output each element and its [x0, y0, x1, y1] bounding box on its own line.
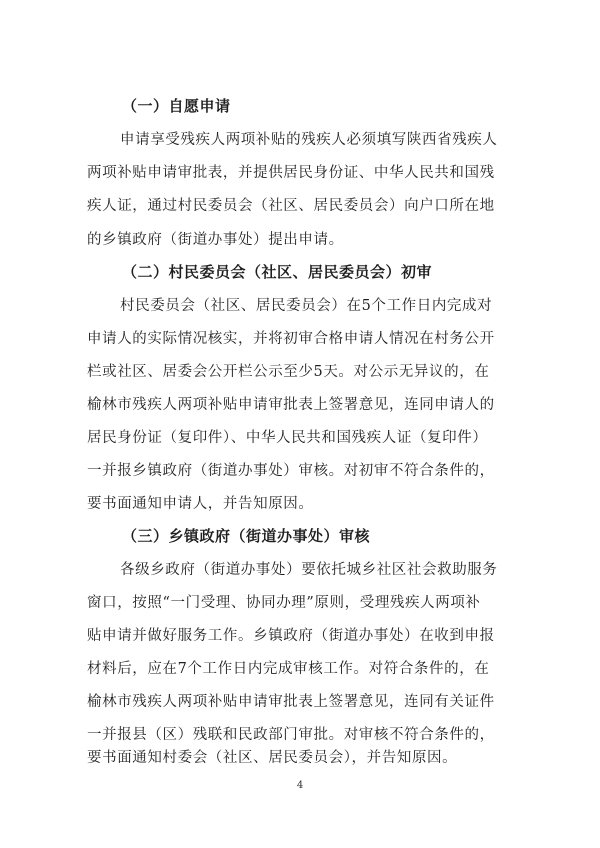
section-1-line-1: 申请享受残疾人两项补贴的残疾人必须填写陕西省残疾人: [120, 132, 498, 148]
section-3-line-3: 贴申请并做好服务工作。乡镇政府（街道办事处）在收到申报: [87, 628, 495, 644]
section-1-line-4: 的乡镇政府（街道办事处）提出申请。: [87, 232, 344, 248]
section-2-line-5: 居民身份证（复印件）、中华人民共和国残疾人证（复印件）: [87, 430, 488, 446]
section-2-line-1: 村民委员会（社区、居民委员会）在5个工作日内完成对: [120, 298, 493, 314]
section-2-line-4: 榆林市残疾人两项补贴申请审批表上签署意见，连同申请人的: [87, 397, 495, 413]
section-1-line-3: 疾人证，通过村民委员会（社区、居民委员会）向户口所在地: [87, 198, 495, 214]
section-3-line-6: 一并报县（区）残联和民政部门审批。对审核不符合条件的，: [87, 727, 495, 743]
section-3-line-4: 材料后，应在7个工作日内完成审核工作。对符合条件的，在: [87, 661, 490, 677]
section-3-line-1: 各级乡政府（街道办事处）要依托城乡社区社会救助服务: [120, 562, 498, 578]
section-2-heading: （二）村民委员会（社区、居民委员会）初审: [122, 263, 433, 281]
section-2-line-7: 要书面通知申请人，并告知原因。: [87, 496, 314, 512]
section-3-line-5: 榆林市残疾人两项补贴申请审批表上签署意见，连同有关证件: [87, 694, 495, 710]
section-2-line-2: 申请人的实际情况核实，并将初审合格申请人情况在村务公开: [87, 331, 495, 347]
section-2-line-6: 一并报乡镇政府（街道办事处）审核。对初审不符合条件的，: [87, 463, 495, 479]
section-3-line-2: 窗口，按照“一门受理、协同办理”原则，受理残疾人两项补: [87, 595, 481, 611]
page-number: 4: [296, 780, 304, 791]
section-3-line-7: 要书面通知村委会（社区、居民委员会），并告知原因。: [87, 750, 458, 766]
section-1-line-2: 两项补贴申请审批表，并提供居民身份证、中华人民共和国残: [87, 165, 495, 181]
section-1-heading: （一）自愿申请: [122, 97, 231, 115]
section-3-heading: （三）乡镇政府（街道办事处）审核: [122, 527, 371, 545]
section-2-line-3: 栏或社区、居委会公开栏公示至少5天。对公示无异议的，在: [87, 364, 490, 380]
